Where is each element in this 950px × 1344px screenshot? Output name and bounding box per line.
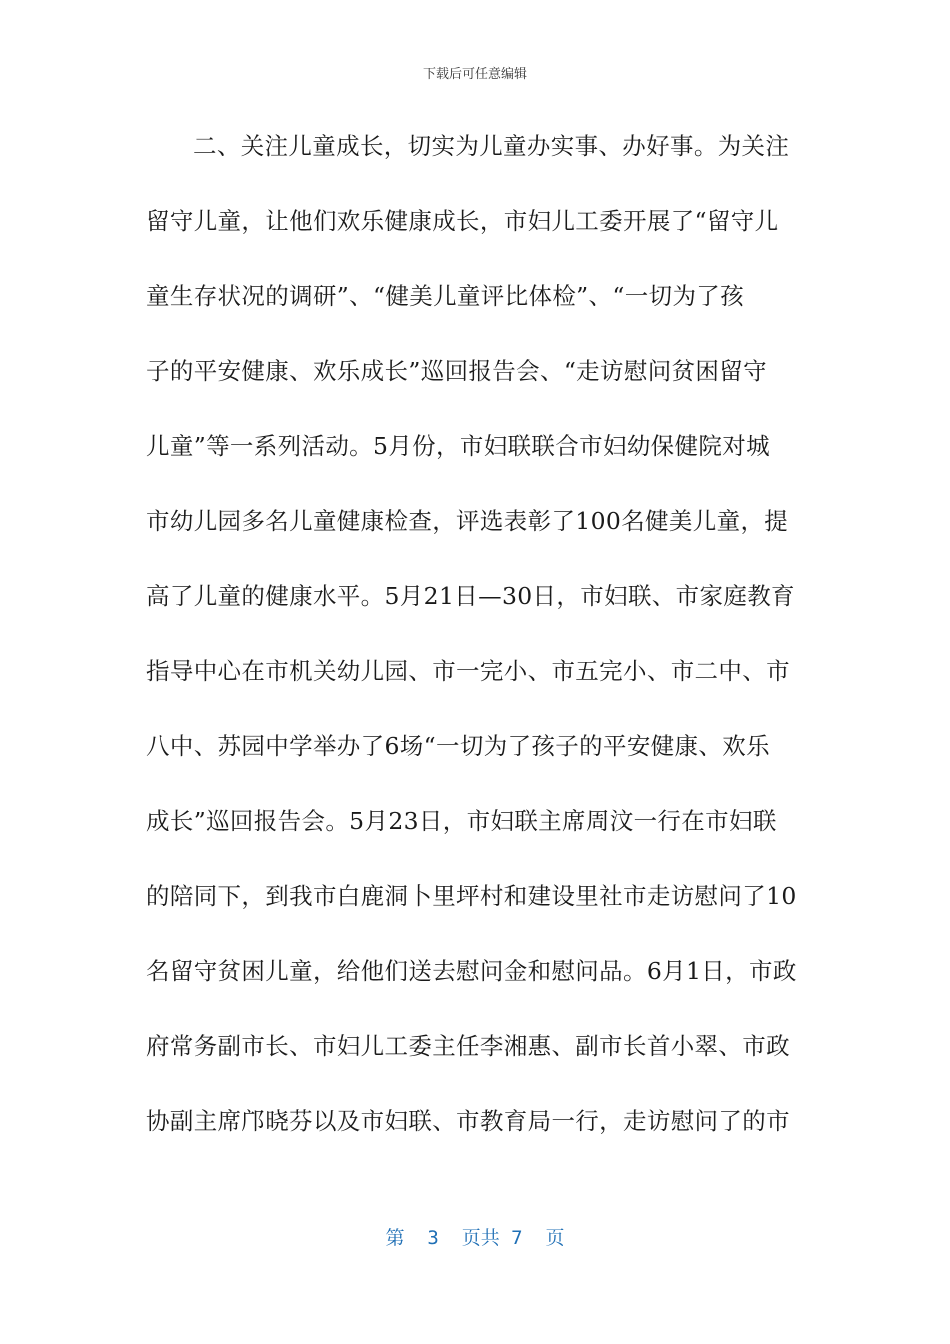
paragraph-line: 二、关注儿童成长，切实为儿童办实事、办好事。为关注 (193, 132, 790, 160)
paragraph-line: 留守儿童，让他们欢乐健康成长，市妇儿工委开展了“留守儿 (146, 207, 779, 235)
paragraph-line: 成长”巡回报告会。5月23日，市妇联主席周汶一行在市妇联 (146, 807, 777, 835)
paragraph-line: 儿童”等一系列活动。5月份，市妇联联合市妇幼保健院对城 (146, 432, 770, 460)
paragraph-line: 八中、苏园中学举办了6场“一切为了孩子的平安健康、欢乐 (146, 732, 770, 760)
body-paragraph (146, 122, 806, 1172)
paragraph-line: 的陪同下，到我市白鹿洞卜里坪村和建设里社市走访慰问了10 (146, 882, 797, 910)
paragraph-line: 指导中心在市机关幼儿园、市一完小、市五完小、市二中、市 (146, 657, 790, 685)
paragraph-line: 协副主席邝晓芬以及市妇联、市教育局一行，走访慰问了的市 (146, 1107, 790, 1135)
paragraph-line: 高了儿童的健康水平。5月21日—30日，市妇联、市家庭教育 (146, 582, 795, 610)
paragraph-line: 童生存状况的调研”、“健美儿童评比体检”、“一切为了孩 (146, 282, 745, 310)
paragraph-line: 子的平安健康、欢乐成长”巡回报告会、“走访慰问贫困留守 (146, 357, 767, 385)
paragraph-line: 市幼儿园多名儿童健康检查，评选表彰了100名健美儿童，提 (146, 507, 789, 535)
page-number-footer: 第 3 页共 7 页 (385, 1227, 565, 1249)
header-note: 下载后可任意编辑 (422, 67, 527, 82)
paragraph-line: 府常务副市长、市妇儿工委主任李湘惠、副市长首小翠、市政 (146, 1032, 790, 1060)
paragraph-line: 名留守贫困儿童，给他们送去慰问金和慰问品。6月1日，市政 (146, 957, 797, 985)
